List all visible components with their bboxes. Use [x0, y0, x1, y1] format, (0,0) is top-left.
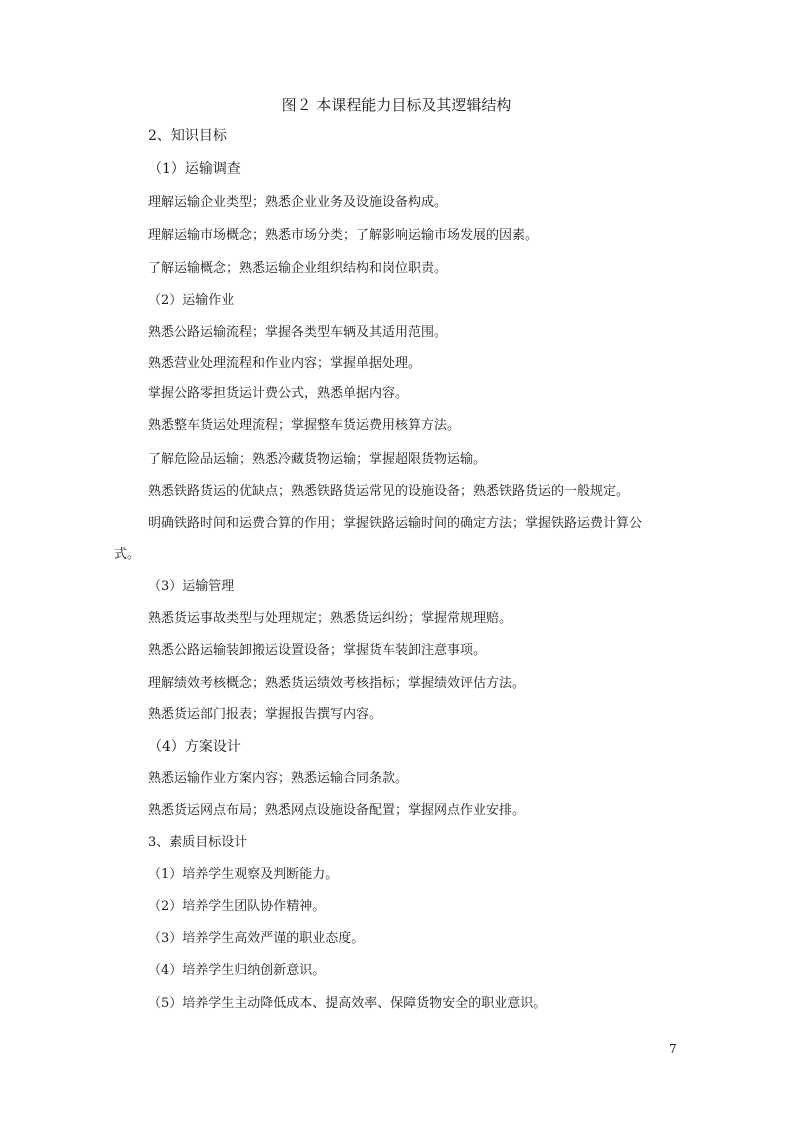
paragraph-line: 明确铁路时间和运费合算的作用；掌握铁路运输时间的确定方法；掌握铁路运费计算公	[148, 516, 643, 531]
subheading-plan-design: （4）方案设计	[148, 739, 241, 755]
paragraph-line: 熟悉运输作业方案内容；熟悉运输合同条款。	[148, 771, 409, 786]
list-item: （1）培养学生观察及判断能力。	[148, 867, 339, 882]
list-item: （5）培养学生主动降低成本、提高效率、保障货物安全的职业意识。	[148, 996, 547, 1011]
subheading-transport-management: （3）运输管理	[148, 579, 235, 594]
paragraph-line: 掌握公路零担货运计费公式，熟悉单据内容。	[148, 386, 409, 401]
paragraph-line: 熟悉货运网点布局；熟悉网点设施设备配置；掌握网点作业安排。	[148, 803, 526, 818]
paragraph-line: 了解运输概念；熟悉运输企业组织结构和岗位职责。	[148, 261, 448, 276]
paragraph-line: 熟悉货运事故类型与处理规定；熟悉货运纠纷；掌握常规理赔。	[148, 611, 513, 626]
paragraph-line: 式。	[114, 547, 141, 562]
paragraph-line: 熟悉铁路货运的优缺点；熟悉铁路货运常见的设施设备；熟悉铁路货运的一般规定。	[148, 484, 630, 499]
figure-caption: 图２ 本课程能力目标及其逻辑结构	[281, 96, 512, 114]
list-item: （2）培养学生团队协作精神。	[148, 899, 326, 914]
page-number: 7	[669, 1042, 677, 1056]
subheading-transport-survey: （1）运输调查	[148, 161, 241, 177]
paragraph-line: 了解危险品运输；熟悉冷藏货物运输；掌握超限货物运输。	[148, 452, 487, 467]
paragraph-line: 理解运输企业类型；熟悉企业业务及设施设备构成。	[148, 195, 448, 210]
paragraph-line: 熟悉公路运输装卸搬运设置设备；掌握货车装卸注意事项。	[148, 643, 487, 658]
list-item: （4）培养学生归纳创新意识。	[148, 963, 326, 978]
section-heading-quality: 3、素质目标设计	[148, 835, 248, 850]
section-heading-knowledge: 2、知识目标	[148, 128, 227, 144]
paragraph-line: 熟悉营业处理流程和作业内容；掌握单据处理。	[148, 356, 422, 371]
paragraph-line: 理解绩效考核概念；熟悉货运绩效考核指标；掌握绩效评估方法。	[148, 676, 526, 691]
list-item: （3）培养学生高效严谨的职业态度。	[148, 931, 365, 946]
paragraph-line: 熟悉整车货运处理流程；掌握整车货运费用核算方法。	[148, 418, 461, 433]
subheading-transport-operations: （2）运输作业	[148, 293, 235, 308]
paragraph-line: 理解运输市场概念；熟悉市场分类；了解影响运输市场发展的因素。	[148, 228, 539, 243]
paragraph-line: 熟悉公路运输流程；掌握各类型车辆及其适用范围。	[148, 325, 448, 340]
paragraph-line: 熟悉货运部门报表；掌握报告撰写内容。	[148, 707, 383, 722]
